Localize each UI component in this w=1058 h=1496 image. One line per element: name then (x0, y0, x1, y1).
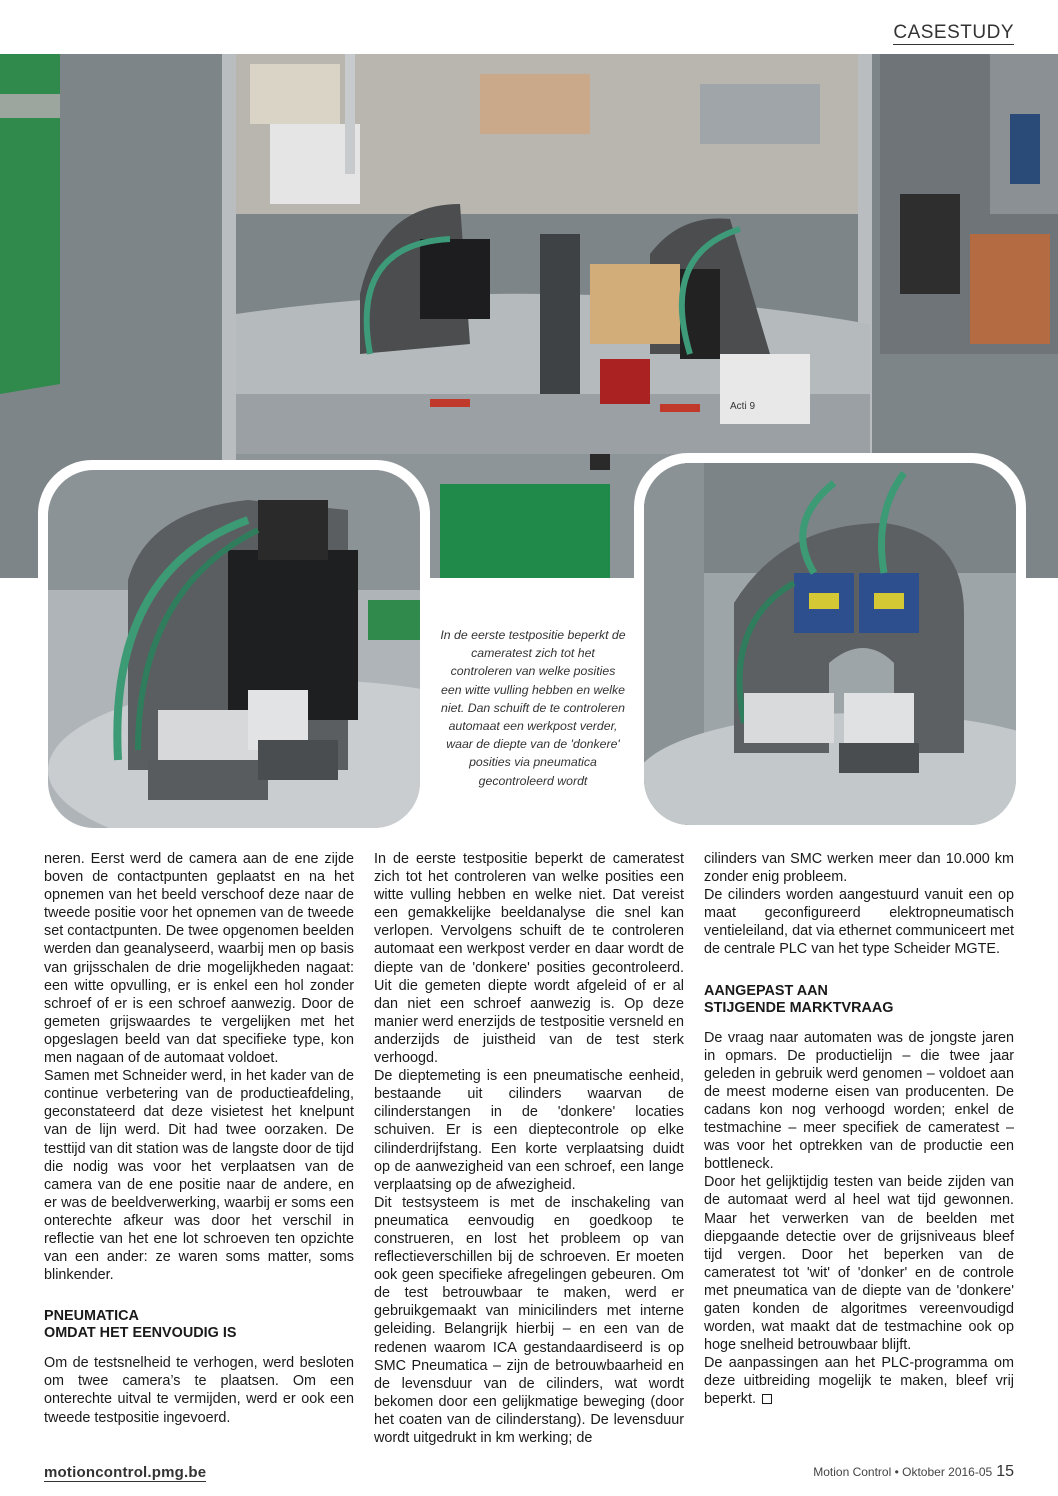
paragraph: Om de testsnelheid te verhogen, werd besloten om twee camera’s te plaatsen. Om een onterechte uitval te vermijden, werd er ook een tweede testpositie ingevoerd. (44, 1355, 354, 1426)
paragraph: Dit testsysteem is met de inschakeling van pneumatica eenvoudig en goedkoop te construeren, en lost het probleem op van reflectieverschillen bij de schroeven. Er moeten ook geen specifieke afregelingen gebeuren. Om de test betrouwbaar te maken, werd er gebruikgemaakt van minicilinders met interne geleiding. Belangrijk hierbij – en een van de redenen waarom ICA gestandaardiseerd is op SMC Pneumatica – zijn de betrouwbaarheid en de levensduur van de cilinders, wat wordt bekomen door een gelijkmatige beweging (door het coaten van de cilinderstang). De levensduur wordt uitgedrukt in km werking; de (374, 1194, 684, 1446)
footer-magazine: Motion Control • Oktober 2016-05 (813, 1465, 993, 1479)
photo-caption: In de eerste testpositie beperkt de cameratest zich tot het controleren van welke posities een witte vulling hebben en welke niet. Dan schuift de te controleren automaat een werkpost verder, waar de diepte van de 'donkere' posities via pneumatica gecontroleerd wordt (440, 628, 626, 788)
acti-label: Acti 9 (730, 401, 756, 412)
paragraph-final (704, 1354, 1014, 1408)
paragraph: cilinders van SMC werken meer dan 10.000 km zonder enig probleem. (704, 851, 1014, 886)
subheading-line: AANGEPAST AAN (704, 982, 828, 999)
paragraph: De vraag naar automaten was de jongste jaren in opmars. De productielijn – die twee jaar geleden in gebruik werd genomen – voldoet aan de meest moderne eisen van producenten. De cadans kon nog verhoogd worden; enkel de testmachine – meer specifiek de cameratest – was voor het optrekken van de productie een bottleneck. (704, 1029, 1014, 1173)
text-column-2 (374, 850, 684, 1447)
paragraph: In de eerste testpositie beperkt de cameratest zich tot het controleren van welke posities een witte vulling hebben en welke niet. Dat vereist een gemakkelijke beeldanalyse die snel kan verlopen. Vervolgens schuift de te controleren automaat een werkpost verder en daar wordt de diepte van de 'donkere' posities gecontroleerd. Uit die gemeten diepte wordt afgeleid of er al dan niet een schroef aanwezig is. Op deze manier werd enerzijds de testpositie versneld en anderzijds de juistheid van de test sterk verhoogd. (374, 851, 684, 1067)
subheading-marktvraag (704, 983, 1014, 1017)
subheading-pneumatica (44, 1308, 354, 1342)
paragraph: De dieptemeting is een pneumatische eenheid, bestaande uit cilinders waarvan de cilinderstangen in de 'donkere' locaties schuiven. Er is een dieptecontrole op elke cilinderdrijfstang. Een korte verplaatsing duidt op de aanwezigheid van een schroef, een lange verplaatsing op de afwezigheid. (374, 1068, 684, 1193)
text-column-3 (704, 850, 1014, 1409)
paragraph-text: De aanpassingen aan het PLC-programma om deze uitbreiding mogelijk te maken, bleef vrij beperkt. (704, 1355, 1014, 1408)
paragraph: Samen met Schneider werd, in het kader van de continue verbetering van de productieafdeling, geconstateerd dat deze visietest het knelpunt van de lijn werd. Dit had twee oorzaken. De testtijd van dit station was de langste door de tijd die nodig was voor het verplaatsen van de camera van de ene positie naar de andere, en er was de beeldverwerking, waarbij er soms een onterechte afkeur was door het verschil in reflectie van het ene lot schroeven ten opzichte van een ander: ze waren soms matter, soms blinkender. (44, 1068, 354, 1284)
footer-url-link[interactable]: motioncontrol.pmg.be (44, 1464, 207, 1481)
subheading-line: OMDAT HET EENVOUDIG IS (44, 1325, 237, 1342)
footer-publication (813, 1463, 1014, 1481)
inset-photo-right (634, 453, 1026, 835)
paragraph: Door het gelijktijdig testen van beide zijden van de automaat werd al heel wat tijd gewonnen. Maar het verwerken van de beelden met diepgaande detectie over de grijsniveaus bleef tijd vergen. Door het beperken van de cameratest tot 'wit' of 'donker' en de controle met pneumatica van de diepte van de 'donkere' gaten konden de algoritmes vereenvoudigd worden, wat maakt dat de testmachine ook op hoge snelheid betrouwbaar blijft. (704, 1174, 1014, 1354)
text-column-1 (44, 850, 354, 1427)
paragraph: De cilinders worden aangestuurd vanuit een op maat geconfigureerd elektropneumatisch ventieleiland, dat via ethernet communiceert met de centrale PLC van het type Scheider MGTE. (704, 887, 1014, 958)
section-label: CASESTUDY (893, 22, 1014, 43)
subheading-line: PNEUMATICA (44, 1308, 139, 1325)
end-of-article-icon (762, 1394, 772, 1404)
page-number: 15 (996, 1463, 1014, 1480)
inset-photo-left (38, 460, 430, 838)
subheading-line: STIJGENDE MARKTVRAAG (704, 999, 894, 1016)
paragraph: neren. Eerst werd de camera aan de ene zijde boven de contactpunten geplaatst en na het opnemen van het beeld verschoof deze naar de tweede positie voor het opnemen van de tweede set contactpunten. De twee opgenomen beelden werden dan geanalyseerd, waarbij men op basis van grijsschalen de drie mogelijkheden nagaat: een witte opvulling, er is enkel een hol zonder schroef of er is een schroef aanwezig. Door de gemeten grijswaardes te vergelijken met het opgeslagen beeld van dat specifieke type, kon men nagaan of de automaat voldoet. (44, 851, 354, 1067)
